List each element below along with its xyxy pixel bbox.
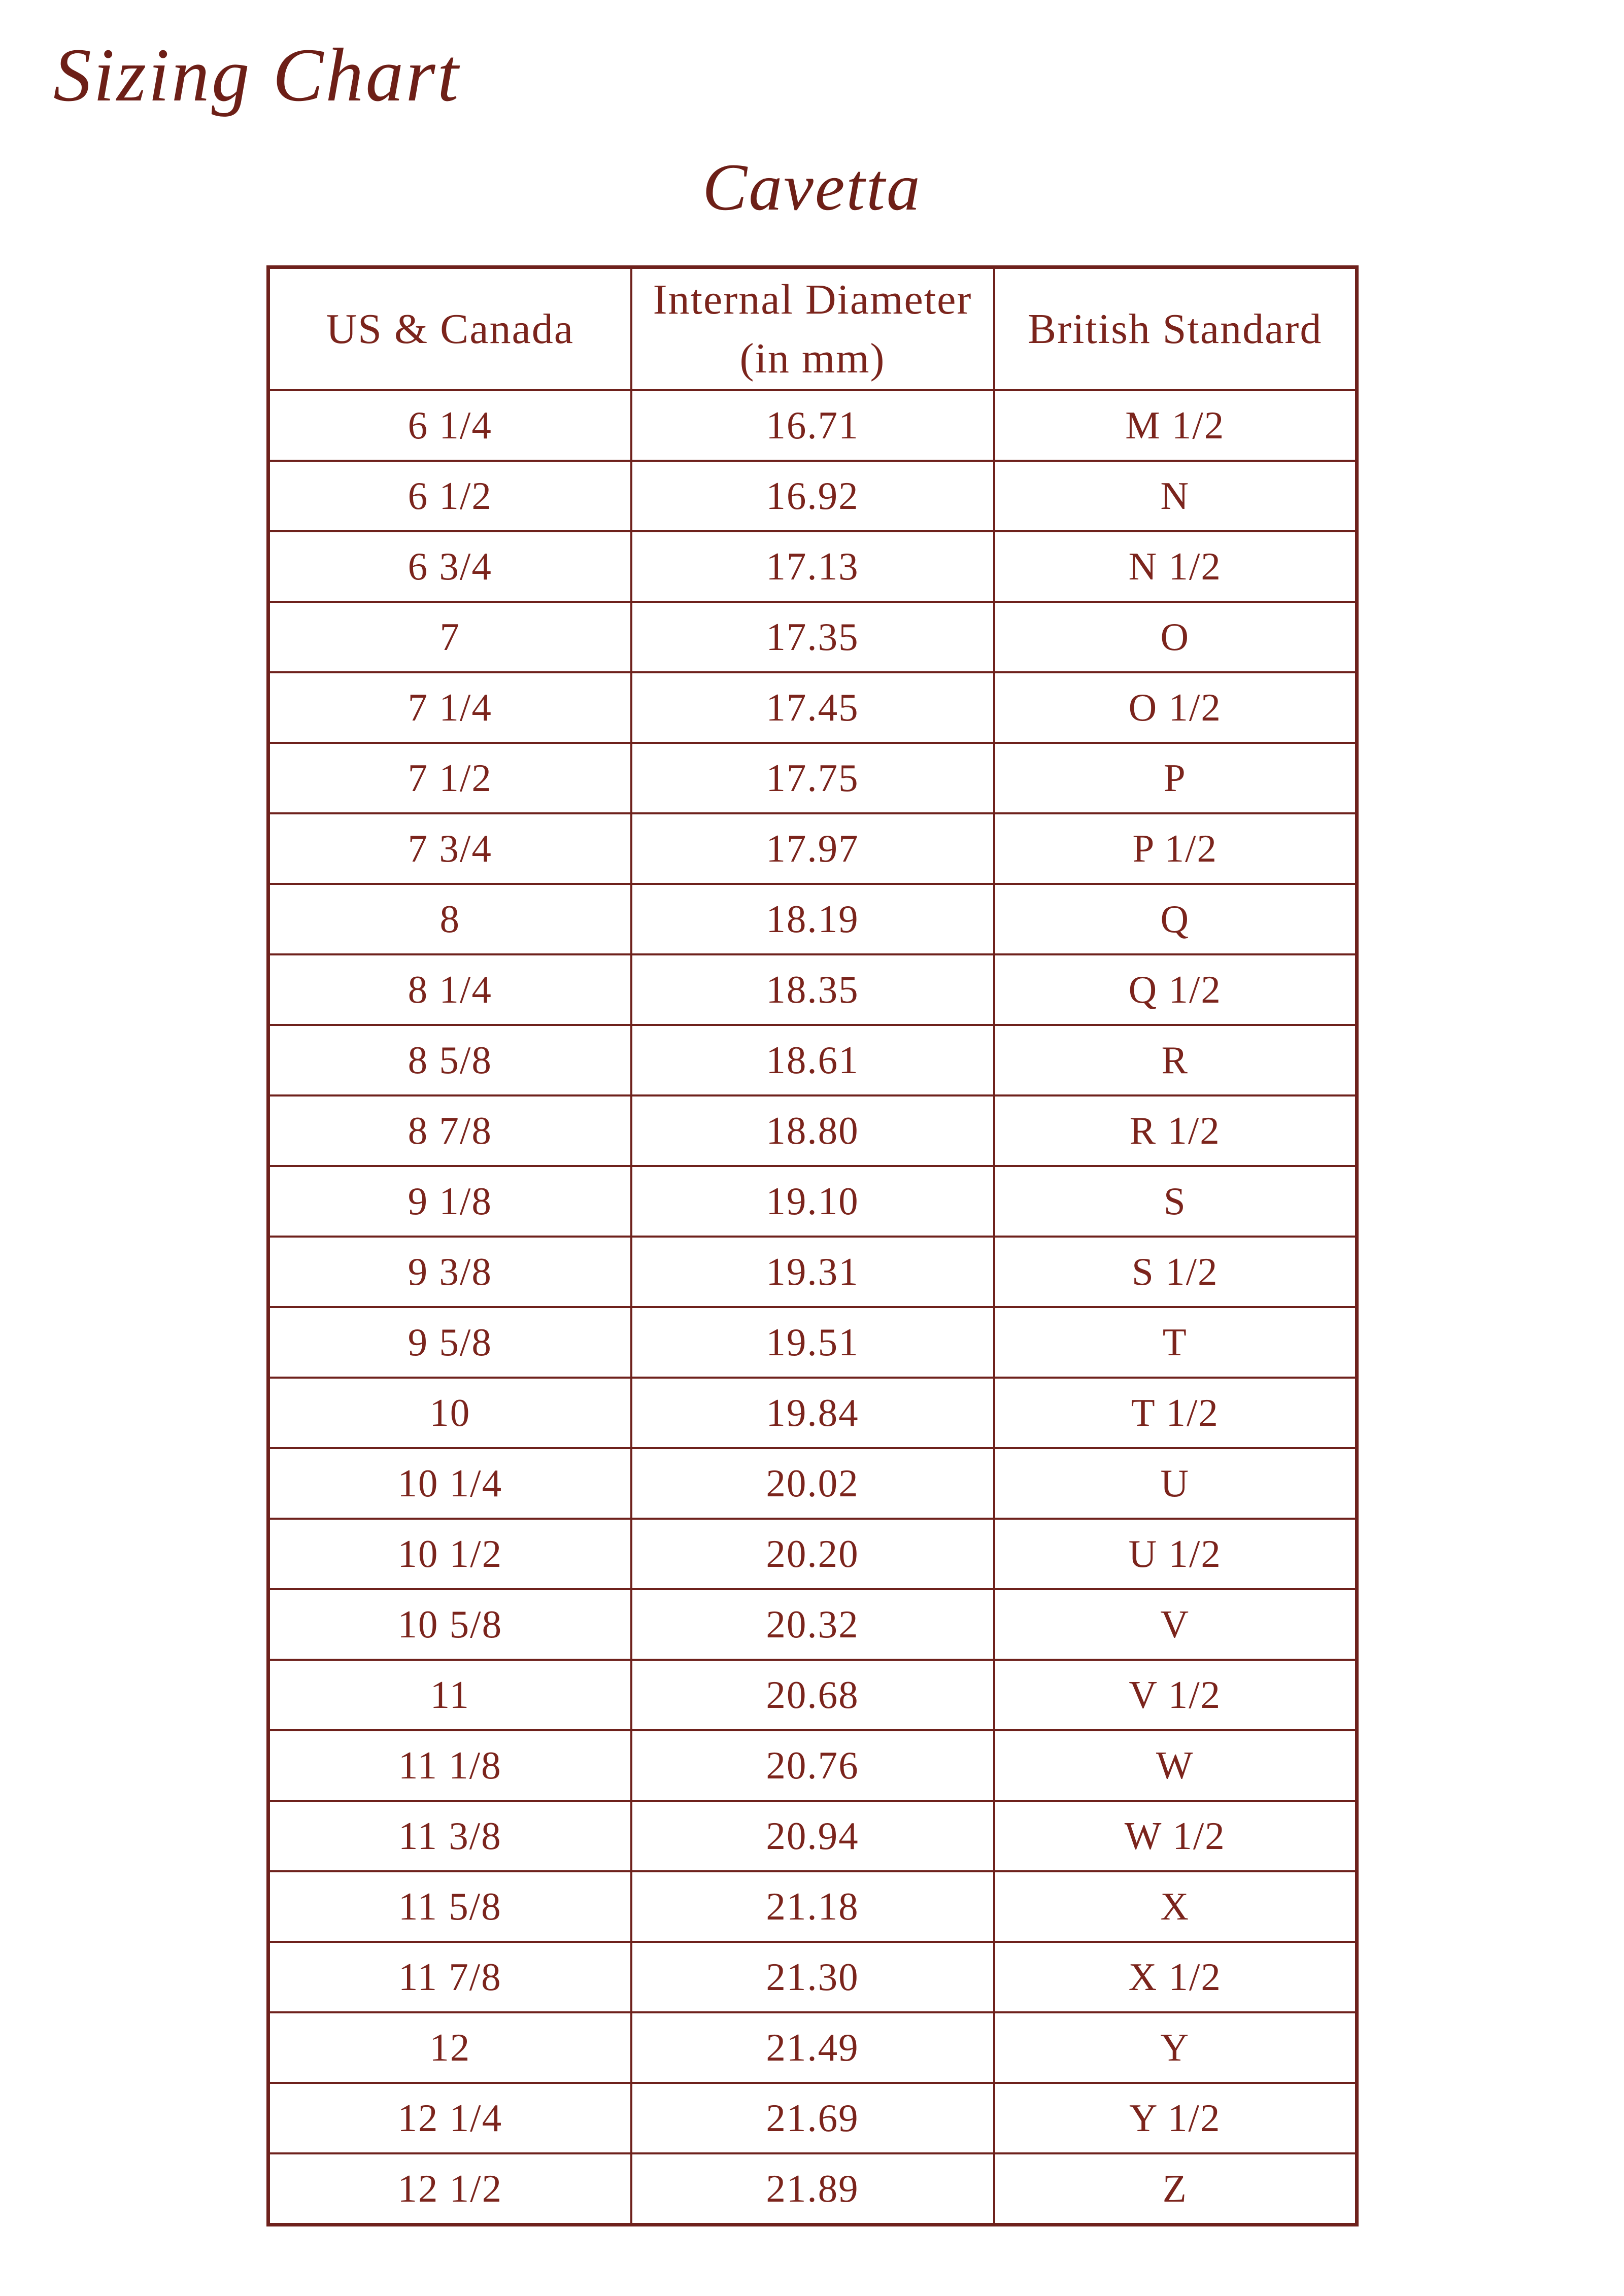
diameter-cell: 17.13 <box>631 531 994 602</box>
table-row <box>268 1237 1357 1307</box>
table-row <box>268 672 1357 743</box>
us-size-cell: 7 1/4 <box>268 672 631 743</box>
header-internal-diameter <box>631 267 994 391</box>
british-size-cell: X 1/2 <box>994 1942 1357 2012</box>
table-row <box>268 390 1357 461</box>
british-size-cell: V <box>994 1589 1357 1660</box>
us-size-cell: 12 <box>268 2012 631 2083</box>
diameter-cell: 21.69 <box>631 2083 994 2153</box>
table-row <box>268 1448 1357 1519</box>
us-size-cell: 7 <box>268 602 631 672</box>
table-row <box>268 531 1357 602</box>
table-row <box>268 954 1357 1025</box>
british-size-cell: N <box>994 461 1357 531</box>
us-size-cell: 6 1/2 <box>268 461 631 531</box>
us-size-cell: 9 1/8 <box>268 1166 631 1237</box>
table-row <box>268 1942 1357 2012</box>
header-internal-diameter-unit: (in mm) <box>739 334 886 382</box>
diameter-cell: 17.75 <box>631 743 994 813</box>
table-row <box>268 1730 1357 1801</box>
us-size-cell: 10 1/4 <box>268 1448 631 1519</box>
british-size-cell: N 1/2 <box>994 531 1357 602</box>
ring-size-table <box>266 265 1359 2226</box>
british-size-cell: S 1/2 <box>994 1237 1357 1307</box>
table-row <box>268 1801 1357 1871</box>
british-size-cell: Z <box>994 2153 1357 2225</box>
diameter-cell: 18.35 <box>631 954 994 1025</box>
us-size-cell: 12 1/4 <box>268 2083 631 2153</box>
diameter-cell: 20.68 <box>631 1660 994 1730</box>
us-size-cell: 10 5/8 <box>268 1589 631 1660</box>
british-size-cell: Y 1/2 <box>994 2083 1357 2153</box>
us-size-cell: 8 <box>268 884 631 954</box>
us-size-cell: 7 3/4 <box>268 813 631 884</box>
british-size-cell: Q <box>994 884 1357 954</box>
table-row <box>268 813 1357 884</box>
british-size-cell: W <box>994 1730 1357 1801</box>
header-british-standard <box>994 267 1357 391</box>
british-size-cell: W 1/2 <box>994 1801 1357 1871</box>
us-size-cell: 7 1/2 <box>268 743 631 813</box>
diameter-cell: 20.32 <box>631 1589 994 1660</box>
diameter-cell: 17.97 <box>631 813 994 884</box>
diameter-cell: 21.30 <box>631 1942 994 2012</box>
brand-title: Cavetta <box>702 150 922 224</box>
diameter-cell: 20.94 <box>631 1801 994 1871</box>
british-size-cell: O 1/2 <box>994 672 1357 743</box>
us-size-cell: 6 1/4 <box>268 390 631 461</box>
diameter-cell: 20.02 <box>631 1448 994 1519</box>
diameter-cell: 17.35 <box>631 602 994 672</box>
table-row <box>268 2153 1357 2225</box>
table-row <box>268 1025 1357 1095</box>
british-size-cell: T <box>994 1307 1357 1378</box>
diameter-cell: 18.61 <box>631 1025 994 1095</box>
british-size-cell: R 1/2 <box>994 1095 1357 1166</box>
british-size-cell: R <box>994 1025 1357 1095</box>
british-size-cell: S <box>994 1166 1357 1237</box>
british-size-cell: U <box>994 1448 1357 1519</box>
table-row <box>268 2083 1357 2153</box>
us-size-cell: 9 5/8 <box>268 1307 631 1378</box>
page-title: Sizing Chart <box>53 33 461 117</box>
table-row <box>268 1378 1357 1448</box>
diameter-cell: 21.49 <box>631 2012 994 2083</box>
us-size-cell: 12 1/2 <box>268 2153 631 2225</box>
table-row <box>268 2012 1357 2083</box>
header-british-standard-label: British Standard <box>1028 305 1323 353</box>
header-internal-diameter-label: Internal Diameter <box>653 276 972 323</box>
table-row <box>268 1589 1357 1660</box>
diameter-cell: 21.18 <box>631 1871 994 1942</box>
us-size-cell: 11 7/8 <box>268 1942 631 2012</box>
british-size-cell: Q 1/2 <box>994 954 1357 1025</box>
table-row <box>268 1307 1357 1378</box>
british-size-cell: P <box>994 743 1357 813</box>
diameter-cell: 17.45 <box>631 672 994 743</box>
us-size-cell: 8 1/4 <box>268 954 631 1025</box>
table-row <box>268 1871 1357 1942</box>
british-size-cell: T 1/2 <box>994 1378 1357 1448</box>
table-row <box>268 743 1357 813</box>
us-size-cell: 9 3/8 <box>268 1237 631 1307</box>
british-size-cell: P 1/2 <box>994 813 1357 884</box>
us-size-cell: 11 3/8 <box>268 1801 631 1871</box>
british-size-cell: U 1/2 <box>994 1519 1357 1589</box>
header-us-canada-label: US & Canada <box>326 305 574 353</box>
us-size-cell: 6 3/4 <box>268 531 631 602</box>
diameter-cell: 18.80 <box>631 1095 994 1166</box>
diameter-cell: 20.76 <box>631 1730 994 1801</box>
british-size-cell: M 1/2 <box>994 390 1357 461</box>
british-size-cell: X <box>994 1871 1357 1942</box>
diameter-cell: 19.51 <box>631 1307 994 1378</box>
us-size-cell: 11 1/8 <box>268 1730 631 1801</box>
table-header-row <box>268 267 1357 391</box>
us-size-cell: 8 7/8 <box>268 1095 631 1166</box>
us-size-cell: 10 <box>268 1378 631 1448</box>
table-row <box>268 461 1357 531</box>
diameter-cell: 18.19 <box>631 884 994 954</box>
table-row <box>268 1660 1357 1730</box>
table-row <box>268 1095 1357 1166</box>
british-size-cell: V 1/2 <box>994 1660 1357 1730</box>
us-size-cell: 10 1/2 <box>268 1519 631 1589</box>
us-size-cell: 11 <box>268 1660 631 1730</box>
diameter-cell: 16.92 <box>631 461 994 531</box>
table-row <box>268 1519 1357 1589</box>
british-size-cell: O <box>994 602 1357 672</box>
us-size-cell: 11 5/8 <box>268 1871 631 1942</box>
diameter-cell: 19.84 <box>631 1378 994 1448</box>
diameter-cell: 21.89 <box>631 2153 994 2225</box>
diameter-cell: 20.20 <box>631 1519 994 1589</box>
table-row <box>268 1166 1357 1237</box>
diameter-cell: 19.10 <box>631 1166 994 1237</box>
british-size-cell: Y <box>994 2012 1357 2083</box>
table-row <box>268 884 1357 954</box>
table-row <box>268 602 1357 672</box>
us-size-cell: 8 5/8 <box>268 1025 631 1095</box>
header-us-canada <box>268 267 631 391</box>
diameter-cell: 19.31 <box>631 1237 994 1307</box>
diameter-cell: 16.71 <box>631 390 994 461</box>
